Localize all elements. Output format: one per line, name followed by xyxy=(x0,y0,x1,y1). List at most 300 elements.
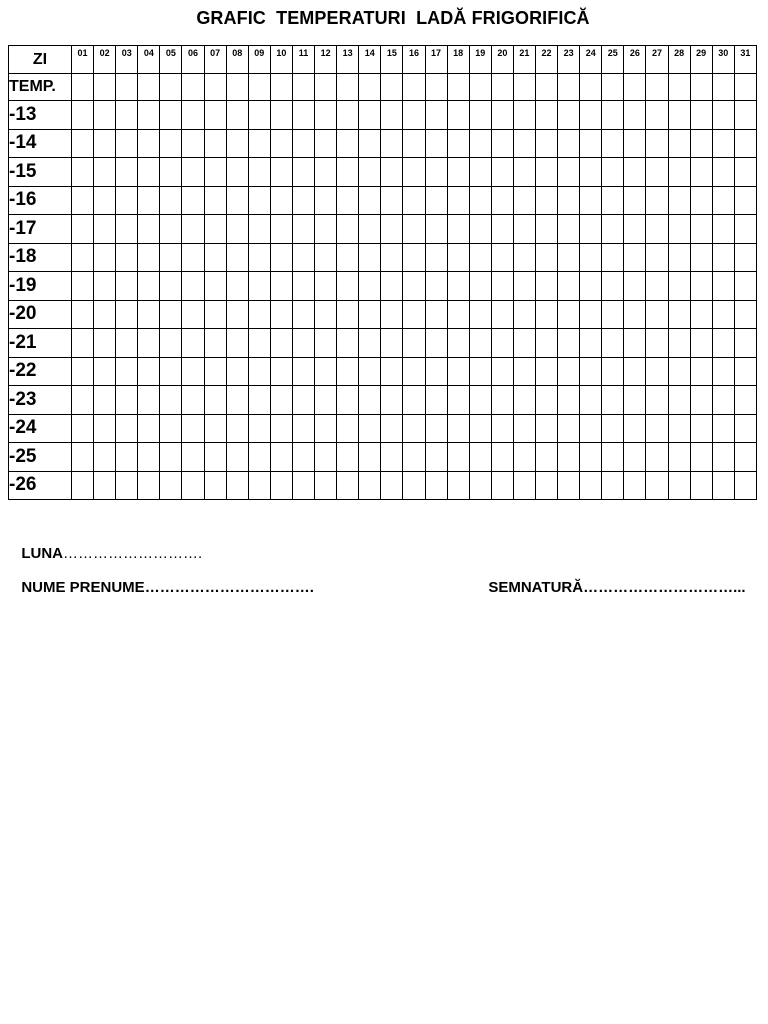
grid-cell[interactable] xyxy=(72,272,94,301)
grid-cell[interactable] xyxy=(580,443,602,472)
grid-cell[interactable] xyxy=(602,101,624,130)
grid-cell[interactable] xyxy=(469,272,491,301)
grid-cell[interactable] xyxy=(646,74,668,101)
grid-cell[interactable] xyxy=(226,272,248,301)
grid-cell[interactable] xyxy=(425,357,447,386)
grid-cell[interactable] xyxy=(226,471,248,500)
grid-cell[interactable] xyxy=(646,414,668,443)
grid-cell[interactable] xyxy=(624,74,646,101)
grid-cell[interactable] xyxy=(491,386,513,415)
grid-cell[interactable] xyxy=(138,386,160,415)
grid-cell[interactable] xyxy=(425,300,447,329)
grid-cell[interactable] xyxy=(712,386,734,415)
grid-cell[interactable] xyxy=(72,186,94,215)
grid-cell[interactable] xyxy=(94,101,116,130)
grid-cell[interactable] xyxy=(602,129,624,158)
grid-cell[interactable] xyxy=(624,101,646,130)
grid-cell[interactable] xyxy=(447,129,469,158)
grid-cell[interactable] xyxy=(558,74,580,101)
grid-cell[interactable] xyxy=(94,158,116,187)
grid-cell[interactable] xyxy=(558,357,580,386)
grid-cell[interactable] xyxy=(403,215,425,244)
grid-cell[interactable] xyxy=(602,329,624,358)
grid-cell[interactable] xyxy=(425,186,447,215)
grid-cell[interactable] xyxy=(160,300,182,329)
grid-cell[interactable] xyxy=(425,129,447,158)
grid-cell[interactable] xyxy=(668,414,690,443)
grid-cell[interactable] xyxy=(491,414,513,443)
grid-cell[interactable] xyxy=(116,329,138,358)
grid-cell[interactable] xyxy=(535,414,557,443)
grid-cell[interactable] xyxy=(624,300,646,329)
grid-cell[interactable] xyxy=(646,300,668,329)
grid-cell[interactable] xyxy=(182,74,204,101)
grid-cell[interactable] xyxy=(270,129,292,158)
grid-cell[interactable] xyxy=(248,272,270,301)
grid-cell[interactable] xyxy=(359,101,381,130)
grid-cell[interactable] xyxy=(491,329,513,358)
grid-cell[interactable] xyxy=(248,129,270,158)
grid-cell[interactable] xyxy=(513,129,535,158)
grid-cell[interactable] xyxy=(359,443,381,472)
grid-cell[interactable] xyxy=(668,215,690,244)
grid-cell[interactable] xyxy=(513,215,535,244)
grid-cell[interactable] xyxy=(248,215,270,244)
grid-cell[interactable] xyxy=(624,186,646,215)
grid-cell[interactable] xyxy=(690,158,712,187)
grid-cell[interactable] xyxy=(712,215,734,244)
grid-cell[interactable] xyxy=(535,357,557,386)
grid-cell[interactable] xyxy=(469,129,491,158)
grid-cell[interactable] xyxy=(94,186,116,215)
grid-cell[interactable] xyxy=(535,300,557,329)
grid-cell[interactable] xyxy=(337,414,359,443)
grid-cell[interactable] xyxy=(315,158,337,187)
grid-cell[interactable] xyxy=(381,329,403,358)
grid-cell[interactable] xyxy=(160,471,182,500)
grid-cell[interactable] xyxy=(712,186,734,215)
grid-cell[interactable] xyxy=(535,443,557,472)
grid-cell[interactable] xyxy=(160,243,182,272)
grid-cell[interactable] xyxy=(381,215,403,244)
grid-cell[interactable] xyxy=(403,272,425,301)
grid-cell[interactable] xyxy=(116,186,138,215)
grid-cell[interactable] xyxy=(292,357,314,386)
grid-cell[interactable] xyxy=(72,357,94,386)
grid-cell[interactable] xyxy=(337,243,359,272)
grid-cell[interactable] xyxy=(425,74,447,101)
grid-cell[interactable] xyxy=(469,386,491,415)
grid-cell[interactable] xyxy=(668,74,690,101)
grid-cell[interactable] xyxy=(602,158,624,187)
grid-cell[interactable] xyxy=(602,243,624,272)
grid-cell[interactable] xyxy=(226,243,248,272)
grid-cell[interactable] xyxy=(292,158,314,187)
grid-cell[interactable] xyxy=(270,74,292,101)
grid-cell[interactable] xyxy=(690,243,712,272)
grid-cell[interactable] xyxy=(226,74,248,101)
grid-cell[interactable] xyxy=(558,272,580,301)
grid-cell[interactable] xyxy=(182,186,204,215)
grid-cell[interactable] xyxy=(668,158,690,187)
grid-cell[interactable] xyxy=(248,158,270,187)
grid-cell[interactable] xyxy=(248,414,270,443)
grid-cell[interactable] xyxy=(337,272,359,301)
grid-cell[interactable] xyxy=(447,357,469,386)
grid-cell[interactable] xyxy=(602,414,624,443)
grid-cell[interactable] xyxy=(138,129,160,158)
grid-cell[interactable] xyxy=(491,443,513,472)
grid-cell[interactable] xyxy=(116,443,138,472)
grid-cell[interactable] xyxy=(160,386,182,415)
grid-cell[interactable] xyxy=(513,414,535,443)
grid-cell[interactable] xyxy=(513,243,535,272)
grid-cell[interactable] xyxy=(72,129,94,158)
grid-cell[interactable] xyxy=(94,471,116,500)
grid-cell[interactable] xyxy=(558,443,580,472)
grid-cell[interactable] xyxy=(381,300,403,329)
grid-cell[interactable] xyxy=(204,300,226,329)
grid-cell[interactable] xyxy=(337,443,359,472)
grid-cell[interactable] xyxy=(94,215,116,244)
grid-cell[interactable] xyxy=(513,329,535,358)
grid-cell[interactable] xyxy=(734,471,756,500)
grid-cell[interactable] xyxy=(182,215,204,244)
grid-cell[interactable] xyxy=(580,300,602,329)
grid-cell[interactable] xyxy=(668,471,690,500)
grid-cell[interactable] xyxy=(712,300,734,329)
grid-cell[interactable] xyxy=(337,158,359,187)
grid-cell[interactable] xyxy=(226,129,248,158)
grid-cell[interactable] xyxy=(447,300,469,329)
grid-cell[interactable] xyxy=(94,272,116,301)
grid-cell[interactable] xyxy=(447,74,469,101)
grid-cell[interactable] xyxy=(94,386,116,415)
grid-cell[interactable] xyxy=(116,158,138,187)
grid-cell[interactable] xyxy=(138,186,160,215)
grid-cell[interactable] xyxy=(513,471,535,500)
grid-cell[interactable] xyxy=(72,471,94,500)
grid-cell[interactable] xyxy=(712,272,734,301)
grid-cell[interactable] xyxy=(337,74,359,101)
grid-cell[interactable] xyxy=(690,357,712,386)
grid-cell[interactable] xyxy=(116,272,138,301)
grid-cell[interactable] xyxy=(734,443,756,472)
grid-cell[interactable] xyxy=(535,74,557,101)
grid-cell[interactable] xyxy=(270,215,292,244)
grid-cell[interactable] xyxy=(580,186,602,215)
grid-cell[interactable] xyxy=(690,443,712,472)
grid-cell[interactable] xyxy=(734,272,756,301)
grid-cell[interactable] xyxy=(668,129,690,158)
grid-cell[interactable] xyxy=(469,357,491,386)
grid-cell[interactable] xyxy=(491,357,513,386)
grid-cell[interactable] xyxy=(72,243,94,272)
grid-cell[interactable] xyxy=(491,158,513,187)
grid-cell[interactable] xyxy=(690,129,712,158)
grid-cell[interactable] xyxy=(469,329,491,358)
grid-cell[interactable] xyxy=(116,414,138,443)
grid-cell[interactable] xyxy=(712,243,734,272)
grid-cell[interactable] xyxy=(580,158,602,187)
grid-cell[interactable] xyxy=(182,386,204,415)
grid-cell[interactable] xyxy=(580,74,602,101)
grid-cell[interactable] xyxy=(204,357,226,386)
grid-cell[interactable] xyxy=(359,215,381,244)
grid-cell[interactable] xyxy=(94,243,116,272)
grid-cell[interactable] xyxy=(469,300,491,329)
grid-cell[interactable] xyxy=(535,215,557,244)
grid-cell[interactable] xyxy=(535,272,557,301)
grid-cell[interactable] xyxy=(469,414,491,443)
grid-cell[interactable] xyxy=(646,329,668,358)
grid-cell[interactable] xyxy=(182,357,204,386)
grid-cell[interactable] xyxy=(204,329,226,358)
grid-cell[interactable] xyxy=(292,386,314,415)
grid-cell[interactable] xyxy=(204,272,226,301)
grid-cell[interactable] xyxy=(580,272,602,301)
grid-cell[interactable] xyxy=(558,329,580,358)
grid-cell[interactable] xyxy=(646,129,668,158)
grid-cell[interactable] xyxy=(624,129,646,158)
grid-cell[interactable] xyxy=(94,414,116,443)
grid-cell[interactable] xyxy=(491,300,513,329)
grid-cell[interactable] xyxy=(734,357,756,386)
grid-cell[interactable] xyxy=(624,414,646,443)
grid-cell[interactable] xyxy=(270,300,292,329)
grid-cell[interactable] xyxy=(270,414,292,443)
grid-cell[interactable] xyxy=(337,186,359,215)
grid-cell[interactable] xyxy=(315,272,337,301)
grid-cell[interactable] xyxy=(182,101,204,130)
grid-cell[interactable] xyxy=(359,186,381,215)
grid-cell[interactable] xyxy=(160,186,182,215)
grid-cell[interactable] xyxy=(580,215,602,244)
grid-cell[interactable] xyxy=(182,272,204,301)
grid-cell[interactable] xyxy=(469,215,491,244)
grid-cell[interactable] xyxy=(226,215,248,244)
grid-cell[interactable] xyxy=(491,272,513,301)
grid-cell[interactable] xyxy=(403,357,425,386)
grid-cell[interactable] xyxy=(690,414,712,443)
grid-cell[interactable] xyxy=(646,243,668,272)
grid-cell[interactable] xyxy=(491,129,513,158)
grid-cell[interactable] xyxy=(359,272,381,301)
grid-cell[interactable] xyxy=(602,186,624,215)
grid-cell[interactable] xyxy=(337,300,359,329)
grid-cell[interactable] xyxy=(624,329,646,358)
grid-cell[interactable] xyxy=(712,129,734,158)
grid-cell[interactable] xyxy=(226,386,248,415)
grid-cell[interactable] xyxy=(513,74,535,101)
grid-cell[interactable] xyxy=(182,300,204,329)
grid-cell[interactable] xyxy=(248,243,270,272)
grid-cell[interactable] xyxy=(72,101,94,130)
grid-cell[interactable] xyxy=(160,329,182,358)
grid-cell[interactable] xyxy=(315,74,337,101)
grid-cell[interactable] xyxy=(425,272,447,301)
grid-cell[interactable] xyxy=(734,329,756,358)
grid-cell[interactable] xyxy=(182,243,204,272)
grid-cell[interactable] xyxy=(447,329,469,358)
grid-cell[interactable] xyxy=(138,215,160,244)
grid-cell[interactable] xyxy=(182,129,204,158)
grid-cell[interactable] xyxy=(381,129,403,158)
grid-cell[interactable] xyxy=(646,471,668,500)
grid-cell[interactable] xyxy=(734,243,756,272)
grid-cell[interactable] xyxy=(160,215,182,244)
grid-cell[interactable] xyxy=(359,357,381,386)
grid-cell[interactable] xyxy=(72,414,94,443)
grid-cell[interactable] xyxy=(624,357,646,386)
grid-cell[interactable] xyxy=(182,158,204,187)
grid-cell[interactable] xyxy=(646,101,668,130)
grid-cell[interactable] xyxy=(425,101,447,130)
grid-cell[interactable] xyxy=(292,300,314,329)
grid-cell[interactable] xyxy=(624,272,646,301)
grid-cell[interactable] xyxy=(624,471,646,500)
grid-cell[interactable] xyxy=(646,186,668,215)
grid-cell[interactable] xyxy=(580,357,602,386)
grid-cell[interactable] xyxy=(72,158,94,187)
grid-cell[interactable] xyxy=(72,74,94,101)
grid-cell[interactable] xyxy=(491,186,513,215)
grid-cell[interactable] xyxy=(116,357,138,386)
grid-cell[interactable] xyxy=(668,443,690,472)
grid-cell[interactable] xyxy=(248,101,270,130)
grid-cell[interactable] xyxy=(315,300,337,329)
grid-cell[interactable] xyxy=(535,471,557,500)
grid-cell[interactable] xyxy=(381,443,403,472)
grid-cell[interactable] xyxy=(668,386,690,415)
grid-cell[interactable] xyxy=(315,329,337,358)
grid-cell[interactable] xyxy=(138,101,160,130)
grid-cell[interactable] xyxy=(690,386,712,415)
grid-cell[interactable] xyxy=(447,158,469,187)
grid-cell[interactable] xyxy=(646,215,668,244)
grid-cell[interactable] xyxy=(116,215,138,244)
grid-cell[interactable] xyxy=(712,443,734,472)
grid-cell[interactable] xyxy=(315,215,337,244)
grid-cell[interactable] xyxy=(226,158,248,187)
grid-cell[interactable] xyxy=(690,300,712,329)
grid-cell[interactable] xyxy=(469,101,491,130)
grid-cell[interactable] xyxy=(182,329,204,358)
grid-cell[interactable] xyxy=(425,243,447,272)
grid-cell[interactable] xyxy=(248,357,270,386)
grid-cell[interactable] xyxy=(116,129,138,158)
grid-cell[interactable] xyxy=(270,158,292,187)
grid-cell[interactable] xyxy=(602,357,624,386)
grid-cell[interactable] xyxy=(403,414,425,443)
grid-cell[interactable] xyxy=(513,186,535,215)
grid-cell[interactable] xyxy=(72,386,94,415)
grid-cell[interactable] xyxy=(646,357,668,386)
grid-cell[interactable] xyxy=(94,300,116,329)
grid-cell[interactable] xyxy=(535,243,557,272)
grid-cell[interactable] xyxy=(381,74,403,101)
grid-cell[interactable] xyxy=(690,215,712,244)
grid-cell[interactable] xyxy=(447,386,469,415)
grid-cell[interactable] xyxy=(624,158,646,187)
grid-cell[interactable] xyxy=(624,386,646,415)
grid-cell[interactable] xyxy=(138,471,160,500)
grid-cell[interactable] xyxy=(381,471,403,500)
grid-cell[interactable] xyxy=(359,471,381,500)
grid-cell[interactable] xyxy=(292,215,314,244)
grid-cell[interactable] xyxy=(447,272,469,301)
grid-cell[interactable] xyxy=(72,329,94,358)
grid-cell[interactable] xyxy=(535,329,557,358)
grid-cell[interactable] xyxy=(734,74,756,101)
grid-cell[interactable] xyxy=(469,243,491,272)
grid-cell[interactable] xyxy=(337,215,359,244)
grid-cell[interactable] xyxy=(138,300,160,329)
grid-cell[interactable] xyxy=(602,471,624,500)
grid-cell[interactable] xyxy=(535,101,557,130)
grid-cell[interactable] xyxy=(602,272,624,301)
grid-cell[interactable] xyxy=(204,215,226,244)
grid-cell[interactable] xyxy=(292,471,314,500)
grid-cell[interactable] xyxy=(160,357,182,386)
grid-cell[interactable] xyxy=(558,386,580,415)
grid-cell[interactable] xyxy=(558,471,580,500)
grid-cell[interactable] xyxy=(204,386,226,415)
grid-cell[interactable] xyxy=(381,272,403,301)
grid-cell[interactable] xyxy=(270,471,292,500)
grid-cell[interactable] xyxy=(359,414,381,443)
grid-cell[interactable] xyxy=(602,386,624,415)
grid-cell[interactable] xyxy=(558,243,580,272)
grid-cell[interactable] xyxy=(160,129,182,158)
grid-cell[interactable] xyxy=(182,443,204,472)
grid-cell[interactable] xyxy=(138,329,160,358)
grid-cell[interactable] xyxy=(602,215,624,244)
grid-cell[interactable] xyxy=(580,129,602,158)
grid-cell[interactable] xyxy=(315,186,337,215)
grid-cell[interactable] xyxy=(403,158,425,187)
grid-cell[interactable] xyxy=(248,186,270,215)
grid-cell[interactable] xyxy=(337,357,359,386)
grid-cell[interactable] xyxy=(734,186,756,215)
grid-cell[interactable] xyxy=(403,329,425,358)
grid-cell[interactable] xyxy=(160,158,182,187)
grid-cell[interactable] xyxy=(116,300,138,329)
luna-fill-line[interactable]: ………………………. xyxy=(63,545,203,562)
grid-cell[interactable] xyxy=(381,386,403,415)
grid-cell[interactable] xyxy=(535,186,557,215)
grid-cell[interactable] xyxy=(690,329,712,358)
grid-cell[interactable] xyxy=(513,158,535,187)
grid-cell[interactable] xyxy=(602,300,624,329)
grid-cell[interactable] xyxy=(292,243,314,272)
grid-cell[interactable] xyxy=(734,129,756,158)
grid-cell[interactable] xyxy=(138,158,160,187)
grid-cell[interactable] xyxy=(425,329,447,358)
grid-cell[interactable] xyxy=(315,243,337,272)
grid-cell[interactable] xyxy=(292,272,314,301)
grid-cell[interactable] xyxy=(690,186,712,215)
grid-cell[interactable] xyxy=(646,443,668,472)
grid-cell[interactable] xyxy=(403,186,425,215)
grid-cell[interactable] xyxy=(204,471,226,500)
grid-cell[interactable] xyxy=(337,386,359,415)
grid-cell[interactable] xyxy=(513,101,535,130)
grid-cell[interactable] xyxy=(513,357,535,386)
grid-cell[interactable] xyxy=(72,215,94,244)
grid-cell[interactable] xyxy=(182,471,204,500)
grid-cell[interactable] xyxy=(270,101,292,130)
